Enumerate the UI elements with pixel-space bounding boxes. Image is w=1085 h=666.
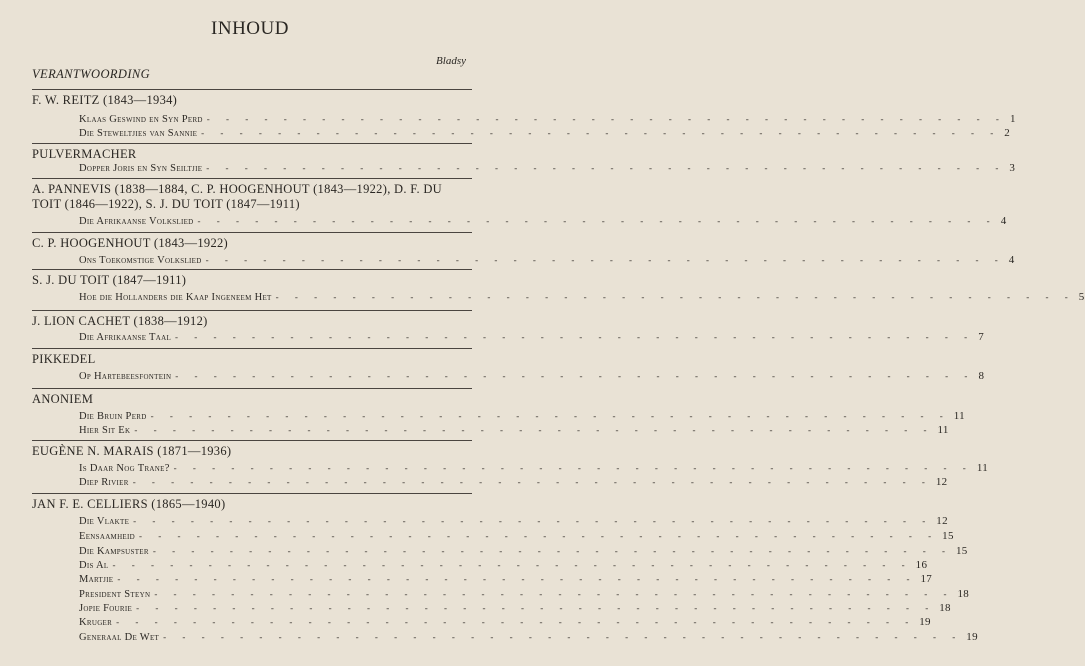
- foreword-heading: VERANTWOORDING: [32, 67, 151, 81]
- section-divider: [32, 388, 472, 389]
- dot-leader: - - - - - - - - - - - - - - - - - - - - - - - - - - - - - - - - - - - - - - - - - -: [116, 617, 916, 627]
- author-heading: J. LION CACHET (1838—1912): [32, 314, 208, 328]
- entry-title: Hoe die Hollanders die Kaap Ingeneem Het: [79, 292, 272, 303]
- entry-title: Is Daar Nog Trane?: [79, 463, 170, 474]
- author-heading: ANONIEM: [32, 392, 94, 406]
- entry-page-number: 12: [935, 476, 948, 488]
- toc-entry: [79, 424, 949, 438]
- author-heading: JAN F. E. CELLIERS (1865—1940): [32, 497, 226, 511]
- toc-entry: [79, 370, 985, 384]
- entry-title: Ons Toekomstige Volkslied: [79, 255, 202, 266]
- entry-title: Die Vlakte: [79, 516, 130, 527]
- author-heading: PIKKEDEL: [32, 352, 96, 366]
- entry-page-number: 7: [978, 331, 984, 343]
- entry-page-number: 4: [1000, 215, 1007, 227]
- entry-title: Klaas Geswind en Syn Perd: [79, 114, 203, 125]
- entry-title: Die Afrikaanse Taal: [79, 332, 172, 343]
- toc-entry: [79, 476, 948, 490]
- section-divider: [32, 232, 472, 233]
- entry-title: Dis Al: [79, 560, 109, 571]
- toc-entry: [79, 462, 989, 476]
- entry-title: President Steyn: [79, 589, 151, 600]
- toc-entry: [79, 127, 1011, 141]
- dot-leader: - - - - - - - - - - - - - - - - - - - - - - - - - - - - - - - - - - - - - - - - - -: [154, 589, 954, 599]
- dot-leader: - - - - - - - - - - - - - - - - - - - - - - - - - - - - - - - - - - - - - - - - - -: [117, 574, 917, 584]
- dot-leader: - - - - - - - - - - - - - - - - - - - - - - - - - - - - - - - - - - - - - - - - - -: [112, 560, 912, 570]
- toc-entry: [79, 545, 968, 559]
- dot-leader: - - - - - - - - - - - - - - - - - - - - - - - - - - - - - - - - - - - - - - - - - -: [163, 632, 963, 642]
- toc-entry: [79, 254, 1015, 268]
- author-heading: PULVERMACHER: [32, 147, 137, 161]
- entry-title: Kruger: [79, 617, 113, 628]
- entry-page-number: 8: [978, 370, 985, 382]
- dot-leader: - - - - - - - - - - - - - - - - - - - - - - - - - - - - - - - - - - - - - - - - - -: [150, 411, 950, 421]
- entry-title: Dopper Joris en Syn Seiltjie: [79, 163, 203, 174]
- dot-leader: - - - - - - - - - - - - - - - - - - - - - - - - - - - - - - - - - - - - - - - - - -: [136, 603, 936, 613]
- entry-title: Jopie Fourie: [79, 603, 133, 614]
- entry-title: Die Bruin Perd: [79, 411, 147, 422]
- entry-title: Martjie: [79, 574, 114, 585]
- section-divider: [32, 310, 472, 311]
- entry-title: Op Hartebeesfontein: [79, 371, 172, 382]
- entry-page-number: 3: [1009, 162, 1016, 174]
- toc-entry: [79, 515, 948, 529]
- dot-leader: - - - - - - - - - - - - - - - - - - - - - - - - - - - - - - - - - - - - - - - - - -: [175, 371, 975, 381]
- entry-page-number: 11: [937, 424, 949, 436]
- dot-leader: - - - - - - - - - - - - - - - - - - - - - - - - - - - - - - - - - - - - - - - - - -: [201, 128, 1001, 138]
- entry-page-number: 19: [919, 616, 931, 628]
- entry-page-number: 15: [942, 530, 954, 542]
- dot-leader: - - - - - - - - - - - - - - - - - - - - - - - - - - - - - - - - - - - - - - - - - -: [206, 163, 1006, 173]
- entry-title: Diep Rivier: [79, 477, 129, 488]
- entry-page-number: 5: [1078, 291, 1085, 303]
- toc-entry: [79, 602, 951, 616]
- entry-title: Die Kampsuster: [79, 546, 149, 557]
- entry-page-number: 17: [920, 573, 933, 585]
- dot-leader: - - - - - - - - - - - - - - - - - - - - - - - - - - - - - - - - - - - - - - - - - -: [152, 546, 952, 556]
- dot-leader: - - - - - - - - - - - - - - - - - - - - - - - - - - - - - - - - - - - - - - - - - -: [132, 477, 932, 487]
- page-column-label: Bladsy: [436, 55, 466, 67]
- dot-leader: - - - - - - - - - - - - - - - - - - - - - - - - - - - - - - - - - - - - - - - - - -: [205, 255, 1005, 265]
- dot-leader: - - - - - - - - - - - - - - - - - - - - - - - - - - - - - - - - - - - - - - - - - -: [206, 114, 1006, 124]
- entry-page-number: 2: [1004, 127, 1011, 139]
- section-divider: [32, 440, 472, 441]
- section-divider: [32, 143, 472, 144]
- section-divider: [32, 269, 472, 270]
- section-divider: [32, 178, 472, 179]
- dot-leader: - - - - - - - - - - - - - - - - - - - - - - - - - - - - - - - - - - - - - - - - - -: [173, 463, 973, 473]
- entry-title: Generaal De Wet: [79, 632, 160, 643]
- author-heading: A. PANNEVIS (1838—1884, C. P. HOOGENHOUT (1843—1922), D. F. DU TOIT (1846—1922), S. J. DU TOIT (1847—1911): [32, 182, 442, 211]
- toc-entry: [79, 530, 954, 544]
- toc-entry: [79, 331, 984, 345]
- entry-title: Eensaamheid: [79, 531, 135, 542]
- entry-page-number: 11: [953, 410, 965, 422]
- author-heading: C. P. HOOGENHOUT (1843—1922): [32, 236, 229, 250]
- author-heading: S. J. DU TOIT (1847—1911): [32, 273, 187, 287]
- entry-page-number: 19: [966, 631, 978, 643]
- toc-entry: [79, 588, 970, 602]
- author-heading: EUGÈNE N. MARAIS (1871—1936): [32, 444, 232, 458]
- entry-page-number: 11: [976, 462, 989, 474]
- section-divider: [32, 348, 472, 349]
- author-heading: F. W. REITZ (1843—1934): [32, 93, 178, 107]
- dot-leader: - - - - - - - - - - - - - - - - - - - - - - - - - - - - - - - - - - - - - - - - - -: [139, 531, 939, 541]
- toc-entry: [79, 291, 1085, 305]
- toc-entry: [79, 616, 931, 630]
- entry-title: Die Afrikaanse Volkslied: [79, 216, 194, 227]
- entry-title: Die Steweltjies van Sannie: [79, 128, 198, 139]
- dot-leader: - - - - - - - - - - - - - - - - - - - - - - - - - - - - - - - - - - - - - - - - - -: [275, 292, 1075, 302]
- toc-entry: [79, 113, 1016, 127]
- entry-page-number: 1: [1009, 113, 1016, 125]
- toc-entry: [79, 573, 933, 587]
- toc-entry: [79, 559, 928, 573]
- entry-page-number: 18: [939, 602, 951, 614]
- dot-leader: - - - - - - - - - - - - - - - - - - - - - - - - - - - - - - - - - - - - - - - - - -: [175, 332, 975, 342]
- entry-page-number: 16: [915, 559, 928, 571]
- dot-leader: - - - - - - - - - - - - - - - - - - - - - - - - - - - - - - - - - - - - - - - - - -: [133, 516, 933, 526]
- page-title: INHOUD: [211, 18, 289, 39]
- section-divider: [32, 89, 472, 90]
- dot-leader: - - - - - - - - - - - - - - - - - - - - - - - - - - - - - - - - - - - - - - - - - -: [197, 216, 997, 226]
- toc-entry: [79, 631, 978, 645]
- section-divider: [32, 493, 472, 494]
- entry-page-number: 12: [936, 515, 948, 527]
- dot-leader: - - - - - - - - - - - - - - - - - - - - - - - - - - - - - - - - - - - - - - - - - -: [134, 425, 934, 435]
- entry-page-number: 15: [955, 545, 968, 557]
- toc-entry: [79, 410, 965, 424]
- toc-entry: [79, 215, 1007, 229]
- entry-page-number: 4: [1008, 254, 1015, 266]
- entry-title: Hier Sit Ek: [79, 425, 131, 436]
- entry-page-number: 18: [957, 588, 970, 600]
- toc-entry: [79, 162, 1016, 176]
